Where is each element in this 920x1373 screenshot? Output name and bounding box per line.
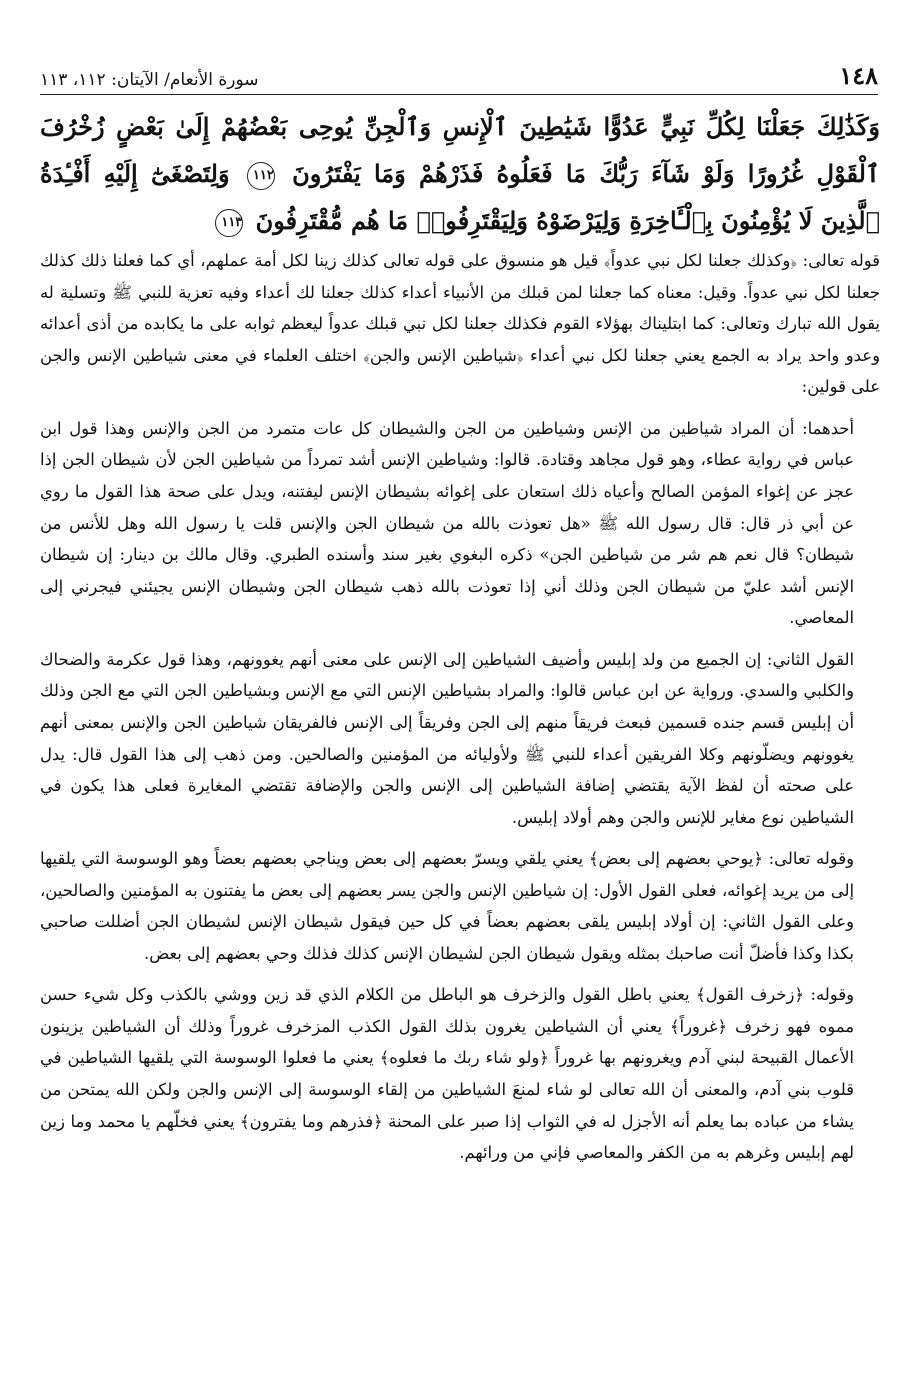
commentary-paragraph: وقوله تعالى: ﴿يوحي بعضهم إلى بعض﴾ يعني يلقي ويسرّ بعضهم إلى بعض ويناجي بعضهم بعضاً وهو الوسوسة التي يلقيها إلى من يريد إغوائه، فعلى القول الأول: إن شياطين الإنس والجن يسر بعضهم إلى بعض ما يفتنون به المؤمنين والصالحين، وعلى القول الثاني: إن أولاد إبليس يلقى بعضهم بعضاً في كل حين فيقول شيطان الإنس لشيطان الجن أضللت صاحبي بكذا وكذا فأضلّ أنت صاحبك بمثله ويقول شيطان الجن لشيطان الإنس كذلك فذلك وحي بعضهم إلى بعض. (40, 849, 854, 963)
ayah-112-text: وَكَذَٰلِكَ جَعَلْنَا لِكُلِّ نَبِيٍّ عَدُوًّا شَيَٰطِينَ ٱلْإِنسِ وَٱلْجِنِّ يُوحِى بَعْضُهُمْ إِلَىٰ بَعْضٍ زُخْرُفَ ٱلْقَوْلِ غُرُورًا وَلَوْ شَآءَ رَبُّكَ مَا فَعَلُوهُ فَذَرْهُمْ وَمَا يَفْتَرُونَ (40, 112, 880, 188)
commentary-paragraph: أحدهما: أن المراد شياطين من الإنس وشياطين من الجن والشيطان كل عات متمرد من الجن والإنس وهذا قول ابن عباس في رواية عطاء، وهو قول مجاهد وقتادة. قالوا: وشياطين الإنس أشد تمرداً من شياطين الجن لأن شيطان الجن إذا عجز عن إغواء المؤمن الصالح وأعياه ذلك استعان على إغوائه بشيطان الإنس ليفتنه، ويدل على صحة هذا القول ما روي عن أبي ذر قال: قال رسول الله ﷺ «هل تعوذت بالله من شيطان الجن والإنس قلت يا رسول الله وهل للأنس من شيطان؟ قال نعم هم شر من شياطين الجن» ذكره البغوي بغير سند وأسنده الطبري. وقال مالك بن دينار: إن شيطان الإنس أشد عليّ من شيطان الجن وذلك أني إذا تعوذت بالله ذهب شيطان الجن وشيطان الإنس يجيئني فيجرني إلى المعاصي. (40, 418, 854, 628)
commentary-paragraph: قوله تعالى: ﴿وكذلك جعلنا لكل نبي عدواً﴾ قيل هو منسوق على قوله تعالى كذلك زينا لكل أمة عملهم، أي كما فعلنا ذلك كذلك جعلنا لكل نبي عدواً. وقيل: معناه كما جعلنا لمن قبلك من الأنبياء أعداء كذلك جعلنا لك أعداء وفيه تعزية للنبي ﷺ وتسلية له يقول الله تبارك وتعالى: كما ابتليناك بهؤلاء القوم فكذلك جعلنا لكل نبي قبلك عدواً ليعظم ثوابه على ما يكابده من أذى أعدائه وعدو واحد يراد به الجمع يعني جعلنا لكل نبي أعداء ﴿شياطين الإنس والجن﴾ اختلف العلماء في معنى شياطين الإنس والجن على قولين: (40, 251, 880, 397)
ayah-number-marker: ١١٢ (247, 162, 275, 190)
ayah-113-text: وَلِتَصْغَىٰٓ إِلَيْهِ أَفْـِٔدَةُ ٱلَّذِينَ لَا يُؤْمِنُونَ بِٱلْـَٔاخِرَةِ وَلِيَرْضَوْهُ وَلِيَقْتَرِفُوا۟ مَا هُم مُّقْتَرِفُونَ (40, 159, 880, 235)
running-title: سورة الأنعام/ الآيتان: ١١٢، ١١٣ (40, 70, 259, 90)
commentary-paragraph: وقوله: ﴿زخرف القول﴾ يعني باطل القول والزخرف هو الباطل من الكلام الذي قد زين ووشي بالكذب وكل شيء حسن مموه فهو زخرف ﴿غروراً﴾ يعني أن الشياطين يغرون بذلك القول الكذب المزخرف غروراً وذلك أن الشياطين يزينون الأعمال القبيحة لبني آدم ويغرونهم بها غروراً ﴿ولو شاء ربك ما فعلوه﴾ يعني ما فعلوا الوسوسة التي يلقيها الشياطين في قلوب بني آدم، والمعنى أن الله تعالى لو شاء لمنعَ الشياطين من إلقاء الوسوسة إلى الإنس والجن ولكن الله يمتحن من يشاء من عباده بما يعلم أنه الأجزل له في الثواب إذا صبر على المحنة ﴿فذرهم وما يفترون﴾ يعني فخلّهم يا محمد وما زين لهم إبليس وغرهم به من الكفر والمعاصي فإني من ورائهم. (40, 985, 854, 1163)
ayah-number-marker: ١١٣ (215, 209, 243, 237)
quran-verses (40, 103, 880, 244)
page-number: ١٤٨ (839, 61, 878, 90)
page-header (40, 56, 878, 95)
commentary-paragraph: القول الثاني: إن الجميع من ولد إبليس وأضيف الشياطين إلى الإنس على معنى أنهم يغوونهم، وهذا قول عكرمة والضحاك والكلبي والسدي. ورواية عن ابن عباس قالوا: والمراد بشياطين الإنس التي مع الإنس وبشياطين الجن التي مع الجن وذلك أن إبليس قسم جنده قسمين فبعث فريقاً منهم إلى الجن وفريقاً إلى الإنس فالفريقان شياطين الجن والإنس بمعنى أنهم يغوونهم ويضلّونهم وكلا الفريقين أعداء للنبي ﷺ ولأوليائه من المؤمنين والصالحين. ومن ذهب إلى هذا القول قال: يدل على صحته أن لفظ الآية يقتضي إضافة الشياطين إلى الإنس والجن والإضافة تقتضي المغايرة فعلى هذا يكون في الشياطين نوع مغاير للإنس والجن وهم أولاد إبليس. (40, 649, 855, 827)
commentary-body (40, 245, 880, 1179)
